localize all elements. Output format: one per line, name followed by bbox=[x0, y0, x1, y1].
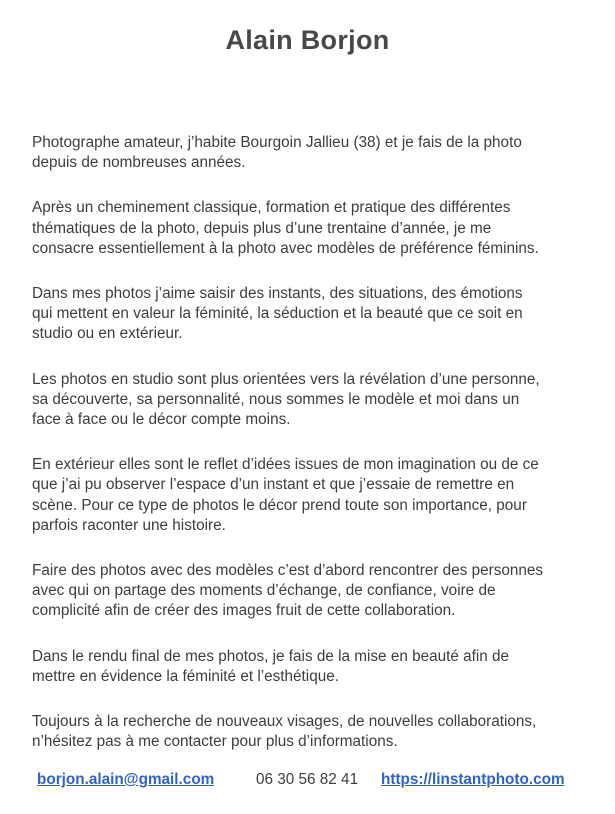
text-line: thématiques de la photo, depuis plus d’une trentaine d’année, je me bbox=[32, 219, 492, 237]
paragraph-models bbox=[32, 561, 612, 622]
text-line: consacre essentiellement à la photo avec modèles de préférence féminins. bbox=[32, 239, 539, 257]
phone-number: 06 30 56 82 41 bbox=[256, 771, 359, 788]
text-line: Après un cheminement classique, formation et pratique des différentes bbox=[32, 199, 511, 217]
text-line: parfois raconter une histoire. bbox=[32, 516, 226, 534]
paragraph-intro bbox=[32, 133, 612, 173]
text-line: scène. Pour ce type de photos le décor prend toute son importance, pour bbox=[32, 496, 527, 514]
text-line: Faire des photos avec des modèles c’est d’abord rencontrer des personnes bbox=[32, 562, 544, 580]
text-line: face à face ou le décor compte moins. bbox=[32, 411, 291, 429]
text-line: qui mettent en valeur la féminité, la séduction et la beauté que ce soit en bbox=[32, 305, 523, 323]
text-line: studio ou en extérieur. bbox=[32, 325, 183, 343]
contact-footer bbox=[0, 771, 615, 793]
text-line: avec qui on partage des moments d’échange, de confiance, voire de bbox=[32, 582, 496, 600]
email-link[interactable]: borjon.alain@gmail.com bbox=[37, 771, 215, 788]
text-line: depuis de nombreuses années. bbox=[32, 154, 246, 172]
text-line: Photographe amateur, j’habite Bourgoin Jallieu (38) et je fais de la photo bbox=[32, 134, 522, 151]
page-title: Alain Borjon bbox=[225, 25, 390, 55]
website-link[interactable]: https://linstantphoto.com bbox=[381, 771, 565, 788]
text-line: mettre en évidence la féminité et l’esthétique. bbox=[32, 667, 339, 685]
paragraph-background bbox=[32, 198, 612, 259]
text-line: Dans le rendu final de mes photos, je fais de la mise en beauté afin de bbox=[32, 647, 510, 665]
paragraph-studio bbox=[32, 370, 612, 431]
paragraph-rendering bbox=[32, 647, 612, 687]
paragraph-contact-invite bbox=[32, 712, 612, 752]
paragraph-outdoor bbox=[32, 455, 612, 536]
biography-text bbox=[32, 133, 612, 777]
text-line: Toujours à la recherche de nouveaux visages, de nouvelles collaborations, bbox=[32, 713, 537, 731]
text-line: complicité afin de créer des images fruit de cette collaboration. bbox=[32, 602, 456, 620]
text-line: Dans mes photos j’aime saisir des instants, des situations, des émotions bbox=[32, 285, 523, 303]
text-line: En extérieur elles sont le reflet d’idées issues de mon imagination ou de ce bbox=[32, 456, 539, 474]
text-line: n’hésitez pas à me contacter pour plus d’informations. bbox=[32, 733, 398, 751]
text-line: Les photos en studio sont plus orientées vers la révélation d’une personne, bbox=[32, 370, 540, 388]
paragraph-approach bbox=[32, 284, 612, 345]
text-line: sa découverte, sa personnalité, nous sommes le modèle et moi dans un bbox=[32, 390, 520, 408]
text-line: que j’ai pu observer l’espace d’un instant et que j’essaie de remettre en bbox=[32, 476, 515, 494]
